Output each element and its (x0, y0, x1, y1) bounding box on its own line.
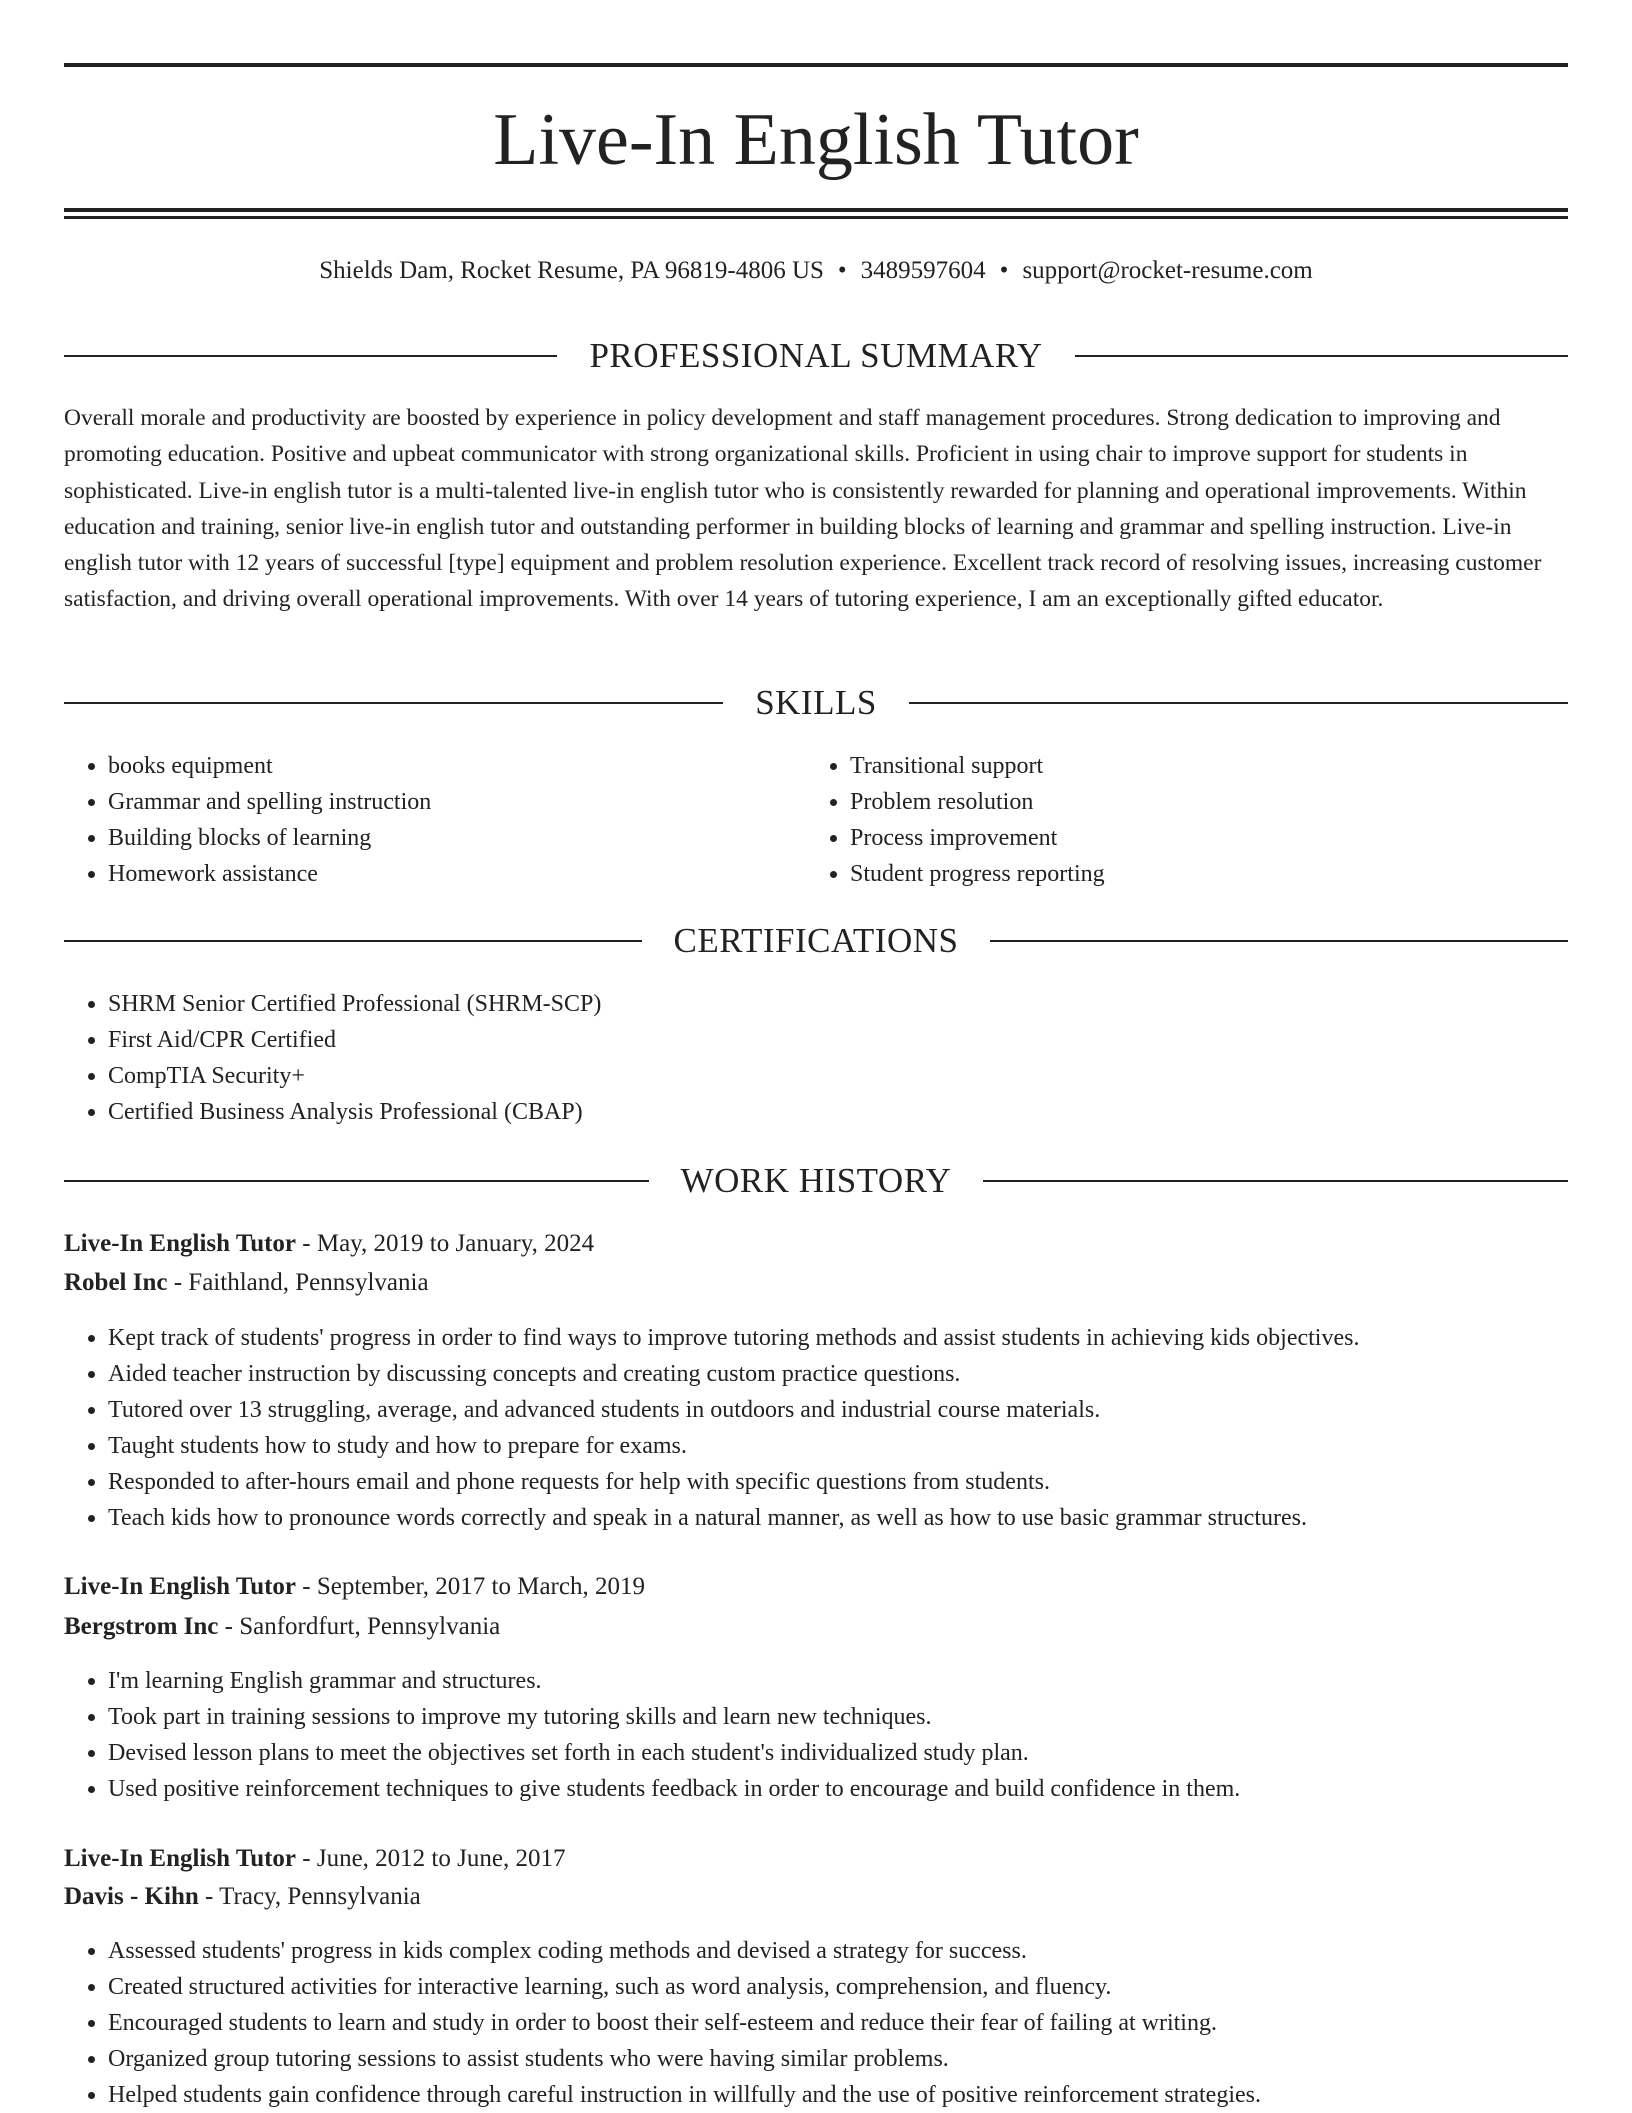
contact-address: Shields Dam, Rocket Resume, PA 96819-4806 US (319, 257, 824, 284)
header-double-rule-upper (64, 208, 1568, 212)
section-title: WORK HISTORY (680, 1161, 952, 1200)
skill-item: • Student progress reporting (850, 856, 1506, 892)
job-duties (64, 1663, 1568, 1807)
job-duty: • Organized group tutoring sessions to assist students who were having similar problems. (108, 2041, 1568, 2077)
certifications-list (64, 986, 1568, 1130)
header-top-rule (64, 63, 1568, 67)
job-dates: - May, 2019 to January, 2024 (296, 1230, 595, 1257)
job-company: Robel Inc (64, 1269, 168, 1296)
job-duty: • Tutored over 13 struggling, average, and advanced students in outdoors and industrial course materials. (108, 1392, 1568, 1428)
skill-item: • Problem resolution (850, 784, 1506, 820)
skill-item: • Transitional support (850, 748, 1506, 784)
contact-phone: 3489597604 (860, 257, 986, 284)
job-company: Bergstrom Inc (64, 1613, 219, 1640)
section-rule-right (1075, 355, 1568, 357)
skills-column-right (806, 748, 1506, 892)
section-rule-right (909, 702, 1568, 704)
job-company-line (64, 1265, 1568, 1301)
job-duty: • Devised lesson plans to meet the objectives set forth in each student's individualized study plan. (108, 1735, 1568, 1771)
job-title-line (64, 1226, 1568, 1262)
section-heading-summary (64, 333, 1568, 379)
job-company: Davis - Kihn (64, 1883, 199, 1910)
certification-item: • Certified Business Analysis Professional (CBAP) (108, 1094, 1568, 1130)
job-duty: • Helped students gain confidence through careful instruction in willfully and the use of positive reinforcement strategies. (108, 2077, 1568, 2113)
section-rule-left (64, 702, 723, 704)
job-title-line (64, 1841, 1568, 1877)
job-duties (64, 1320, 1568, 1536)
contact-separator: • (999, 257, 1009, 284)
section-heading-certifications (64, 918, 1568, 964)
job-location: - Tracy, Pennsylvania (198, 1883, 421, 1910)
job-duty: • Took part in training sessions to improve my tutoring skills and learn new techniques. (108, 1699, 1568, 1735)
job-duty: • Encouraged students to learn and study in order to boost their self-esteem and reduce their fear of failing at writing. (108, 2005, 1568, 2041)
job-duty: • Created structured activities for interactive learning, such as word analysis, comprehension, and fluency. (108, 1969, 1568, 2005)
job-duty: • Teach kids how to pronounce words correctly and speak in a natural manner, as well as how to use basic grammar structures. (108, 1500, 1568, 1536)
job-duty: • Kept track of students' progress in order to find ways to improve tutoring methods and assist students in achieving kids objectives. (108, 1320, 1568, 1356)
job-duty: • Responded to after-hours email and phone requests for help with specific questions from students. (108, 1464, 1568, 1500)
job-duty: • Used positive reinforcement techniques to give students feedback in order to encourage and build confidence in them. (108, 1771, 1568, 1807)
section-rule-left (64, 1180, 649, 1182)
section-heading-skills (64, 680, 1568, 726)
job-location: - Faithland, Pennsylvania (167, 1269, 429, 1296)
contact-email[interactable]: support@rocket-resume.com (1022, 257, 1313, 284)
job-title: Live-In English Tutor (64, 1845, 297, 1872)
job-company-line (64, 1879, 1568, 1915)
section-rule-left (64, 940, 642, 942)
section-heading-work-history (64, 1158, 1568, 1204)
skills-column-left (64, 748, 764, 892)
job-duty: • I'm learning English grammar and structures. (108, 1663, 1568, 1699)
contact-line (64, 254, 1568, 288)
section-title: CERTIFICATIONS (673, 921, 959, 960)
certification-item: • First Aid/CPR Certified (108, 1022, 1568, 1058)
job-duty: • Aided teacher instruction by discussing concepts and creating custom practice questions. (108, 1356, 1568, 1392)
certification-item: • CompTIA Security+ (108, 1058, 1568, 1094)
resume-name: Live-In English Tutor (493, 99, 1139, 181)
summary-text: Overall morale and productivity are boosted by experience in policy development and staff management procedures. Strong dedication to improving and promoting education. Positive and upbeat communicator with strong organizational skills. Proficient in using chair to improve support for students in sophisticated. Live-in english tutor is a multi-talented live-in english tutor who is consistently rewarded for planning and operational improvements. Within education and training, senior live-in english tutor and outstanding performer in building blocks of learning and grammar and spelling instruction. Live-in english tutor with 12 years of successful [type] equipment and problem resolution experience. Excellent track record of resolving issues, increasing customer satisfaction, and driving overall operational improvements. With over 14 years of tutoring experience, I am an exceptionally gifted educator. (64, 405, 1542, 613)
section-rule-left (64, 355, 557, 357)
job-company-line (64, 1609, 1568, 1645)
skill-item: • Homework assistance (108, 856, 764, 892)
section-rule-right (983, 1180, 1568, 1182)
job-dates: - June, 2012 to June, 2017 (296, 1845, 566, 1872)
job-title: Live-In English Tutor (64, 1573, 297, 1600)
contact-separator: • (837, 257, 847, 284)
section-title: SKILLS (755, 683, 877, 722)
certification-item: • SHRM Senior Certified Professional (SHRM-SCP) (108, 986, 1568, 1022)
skill-item: • Grammar and spelling instruction (108, 784, 764, 820)
section-title: PROFESSIONAL SUMMARY (589, 336, 1043, 375)
skill-item: • books equipment (108, 748, 764, 784)
job-duties (64, 1933, 1568, 2113)
skill-item: • Process improvement (850, 820, 1506, 856)
job-title-line (64, 1569, 1568, 1605)
job-duty: • Taught students how to study and how to prepare for exams. (108, 1428, 1568, 1464)
header-double-rule-lower (64, 216, 1568, 219)
skill-item: • Building blocks of learning (108, 820, 764, 856)
job-duty: • Assessed students' progress in kids complex coding methods and devised a strategy for success. (108, 1933, 1568, 1969)
section-rule-right (990, 940, 1568, 942)
job-title: Live-In English Tutor (64, 1230, 297, 1257)
job-location: - Sanfordfurt, Pennsylvania (218, 1613, 501, 1640)
job-dates: - September, 2017 to March, 2019 (296, 1573, 645, 1600)
